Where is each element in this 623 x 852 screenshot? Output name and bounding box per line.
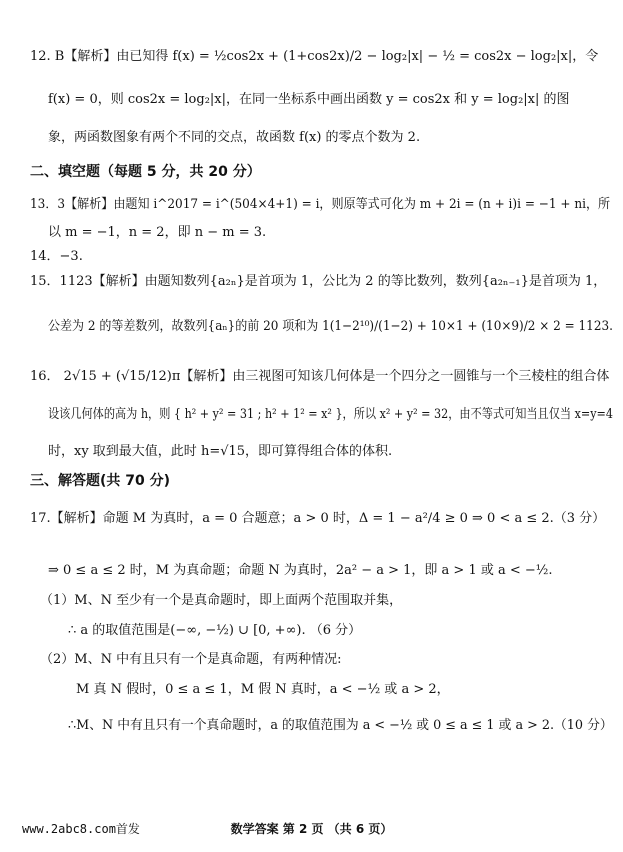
- problem-15-line-2: 公差为 2 的等差数列，故数列{aₙ}的前 20 项和为 1(1−2¹⁰)/(1−2) + 10×1 + (10×9)/2 × 2 = 1123.: [48, 319, 613, 334]
- problem-17-line-1: 17.【解析】命题 M 为真时，a = 0 合题意；a > 0 时，Δ = 1 − a²/4 ≥ 0 ⇒ 0 < a ≤ 2.（3 分）: [30, 511, 606, 526]
- page-footer: [0, 820, 623, 836]
- problem-16-line-2: 设该几何体的高为 h，则 { h² + y² = 31 ; h² + 1² = x² }，所以 x² + y² = 32，由不等式可知当且仅当 x=y=4: [48, 407, 613, 422]
- problem-12-line-1: 12. B【解析】由已知得 f(x) = ½cos2x + (1+cos2x)/2 − log₂|x| − ½ = cos2x − log₂|x|，令: [30, 49, 599, 64]
- problem-16-line-1: 16． 2√15 + (√15/12)π【解析】由三视图可知该几何体是一个四分之一圆锥与一个三棱柱的组合体: [30, 369, 610, 384]
- problem-16-line-3: 时，xy 取到最大值，此时 h=√15，即可算得组合体的体积.: [48, 444, 393, 459]
- problem-15-line-1: 15．1123【解析】由题知数列{a₂ₙ}是首项为 1，公比为 2 的等比数列，数列{a₂ₙ₋₁}是首项为 1，: [30, 274, 607, 289]
- section-heading-solutions: 三、解答题(共 70 分): [30, 473, 171, 489]
- problem-17-line-5: （2）M、N 中有且只有一个是真命题，有两种情况:: [40, 652, 342, 667]
- problem-13-line-2: 以 m = −1，n = 2，即 n − m = 3.: [48, 225, 267, 240]
- problem-12-line-2: f(x) = 0，则 cos2x = log₂|x|，在同一坐标系中画出函数 y = cos2x 和 y = log₂|x| 的图: [48, 92, 570, 107]
- problem-12-line-3: 象，两函数图象有两个不同的交点，故函数 f(x) 的零点个数为 2.: [48, 130, 421, 145]
- problem-14: 14．−3.: [30, 249, 83, 264]
- problem-17-line-3: （1）M、N 至少有一个是真命题时，即上面两个范围取并集，: [40, 593, 403, 608]
- footer-page-info: 数学答案 第 2 页 （共 6 页）: [230, 822, 393, 836]
- problem-17-line-4: ∴ a 的取值范围是(−∞, −½) ∪ [0, +∞). （6 分）: [68, 623, 362, 638]
- problem-17-line-7: ∴M、N 中有且只有一个真命题时，a 的取值范围为 a < −½ 或 0 ≤ a ≤ 1 或 a > 2.（10 分）: [68, 718, 613, 733]
- problem-17-line-6: M 真 N 假时，0 ≤ a ≤ 1，M 假 N 真时，a < −½ 或 a > 2，: [76, 682, 450, 697]
- footer-site: www.2abc8.com首发: [22, 822, 140, 836]
- problem-17-line-2: ⇒ 0 ≤ a ≤ 2 时，M 为真命题；命题 N 为真时，2a² − a > 1，即 a > 1 或 a < −½.: [48, 563, 553, 578]
- section-heading-fill-in: 二、填空题（每题 5 分，共 20 分）: [30, 164, 261, 180]
- problem-13-line-1: 13．3【解析】由题知 i^2017 = i^(504×4+1) = i，则原等式可化为 m + 2i = (n + i)i = −1 + ni，所: [30, 197, 611, 212]
